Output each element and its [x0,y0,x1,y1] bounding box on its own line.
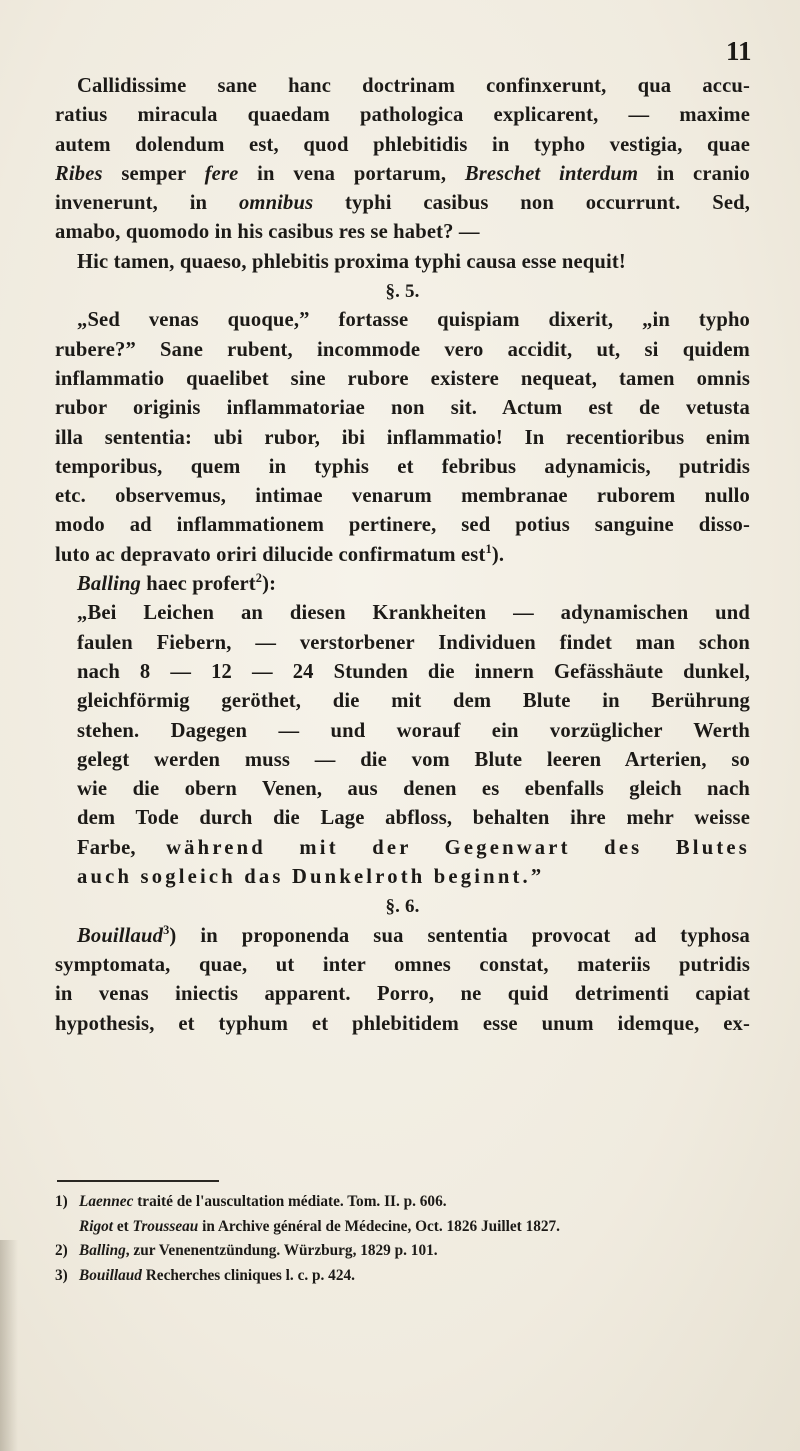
text-run: haec profert [141,573,256,596]
text-line: autem dolendum est, quod phlebitidis in typho vestigia, quae [55,133,750,156]
footnote-text: et [113,1217,133,1235]
text-line [55,570,750,599]
quote-line: „Bei Leichen an diesen Krankheiten — adynamischen und [77,602,750,625]
text-line: Callidissime sane hanc doctrinam confinxerunt, qua accu- [77,75,750,97]
quote-line: faulen Fiebern, — verstorbener Individuen findet man schon [77,631,750,654]
footnote-1-cont [55,1215,755,1240]
author-name: Trousseau [132,1217,199,1235]
text-run: Farbe, [77,836,167,859]
text-line: rubere?” Sane rubent, incommode vero accidit, ut, si quidem [55,338,750,361]
text-run: ). [491,543,505,566]
footnote-2 [55,1239,755,1264]
text-run: Breschet interdum [464,162,639,185]
author-name: Bouillaud [77,924,164,947]
footnote-text: Recherches cliniques l. c. p. 424. [141,1266,355,1284]
author-name: Rigot [79,1217,113,1235]
spaced-text: während mit der Gegenwart des Blutes [166,836,750,859]
footnote-number: 1) [55,1193,68,1210]
quote-line [55,863,750,892]
text-run: semper [102,162,205,185]
footnote-1 [55,1190,755,1215]
quote-line: wie die obern Venen, aus denen es ebenfalls gleich nach [77,778,750,801]
text-line: etc. observemus, intimae venarum membranae ruborem nullo [55,485,750,508]
quote-line: stehen. Dagegen — und worauf ein vorzüglicher Werth [77,719,750,742]
footnote-ref: 2 [255,571,263,586]
text-line: symptomata, quae, ut inter omnes constat, materiis putridis [55,953,750,976]
quote-line: nach 8 — 12 — 24 Stunden die innern Gefässhäute dunkel, [77,660,750,683]
text-line: „Sed venas quoque,” fortasse quispiam dixerit, „in typho [77,309,750,332]
text-line: in venas iniectis apparent. Porro, ne quid detrimenti capiat [55,983,750,1006]
footnote-rule [57,1180,219,1182]
footnote-number: 3) [55,1266,68,1284]
text-line: Hic tamen, quaeso, phlebitis proxima typhi causa esse nequit! [77,250,626,273]
text-run: ): [262,573,277,596]
text-run: in vena portarum, [238,162,465,185]
text-line [55,189,750,218]
text-line: amabo, quomodo in his casibus res se habet? — [55,221,480,244]
text-line: rubor originis inflammatoriae non sit. Actum est de vetusta [55,397,750,420]
footnote-text: in Archive général de Médecine, Oct. 1826 Juillet 1827. [198,1217,560,1235]
text-run: omnibus [238,192,314,215]
text-line: inflammatio quaelibet sine rubore existere nequeat, tamen omnis [55,367,750,390]
author-name: Laennec [79,1193,134,1210]
text-run: ” [530,866,542,889]
quote-line: gelegt werden muss — die vom Blute leeren Arterien, so [77,748,750,771]
text-run: luto ac depravato oriri dilucide confirmatum est [55,543,486,566]
text-line: illa sententia: ubi rubor, ibi inflammatio! In recentioribus enim [55,426,750,449]
section-heading: §. 5. [385,281,420,303]
quote-line: dem Tode durch die Lage abfloss, behalten ihre mehr weisse [77,807,750,830]
text-run: in cranio [638,162,750,185]
text-line [55,541,750,570]
section-heading: §. 6. [385,896,420,918]
body-text [55,72,750,1039]
author-name: Bouillaud [79,1266,142,1284]
text-run: ) in proponenda sua sententia provocat ad typhosa [169,924,750,947]
footnote-text: , zur Venenentzündung. Würzburg, 1829 p. 101. [125,1242,438,1259]
author-name: Balling [77,573,141,596]
text-line [55,922,750,951]
page-number: 11 [726,36,752,66]
quote-line: gleichförmig geröthet, die mit dem Blute in Berührung [77,690,750,713]
text-line: hypothesis, et typhum et phlebitidem esse unum idemque, ex- [55,1012,750,1035]
author-name: Balling [79,1242,126,1259]
text-line: modo ad inflammationem pertinere, sed potius sanguine disso- [55,514,750,537]
author-name: Ribes [55,162,103,185]
text-line: temporibus, quem in typhis et febribus adynamicis, putridis [55,455,750,478]
footnote-ref: 3 [163,922,170,937]
text-run: invenerunt, in [55,192,239,215]
footnote-text: traité de l'auscultation médiate. Tom. II. p. 606. [133,1193,447,1210]
quote-line [55,834,750,863]
footnote-3 [55,1264,755,1289]
spaced-text: auch sogleich das Dunkelroth beginnt. [77,866,531,889]
page-edge-shadow [0,1240,18,1451]
text-run: fere [204,162,239,185]
text-line: ratius miracula quaedam pathologica explicarent, — maxime [55,104,750,127]
footnote-ref: 1 [485,541,492,556]
footnote-number: 2) [55,1242,68,1259]
text-line [55,160,750,189]
text-run: typhi casibus non occurrunt. Sed, [313,192,751,215]
footnotes [55,1190,755,1288]
